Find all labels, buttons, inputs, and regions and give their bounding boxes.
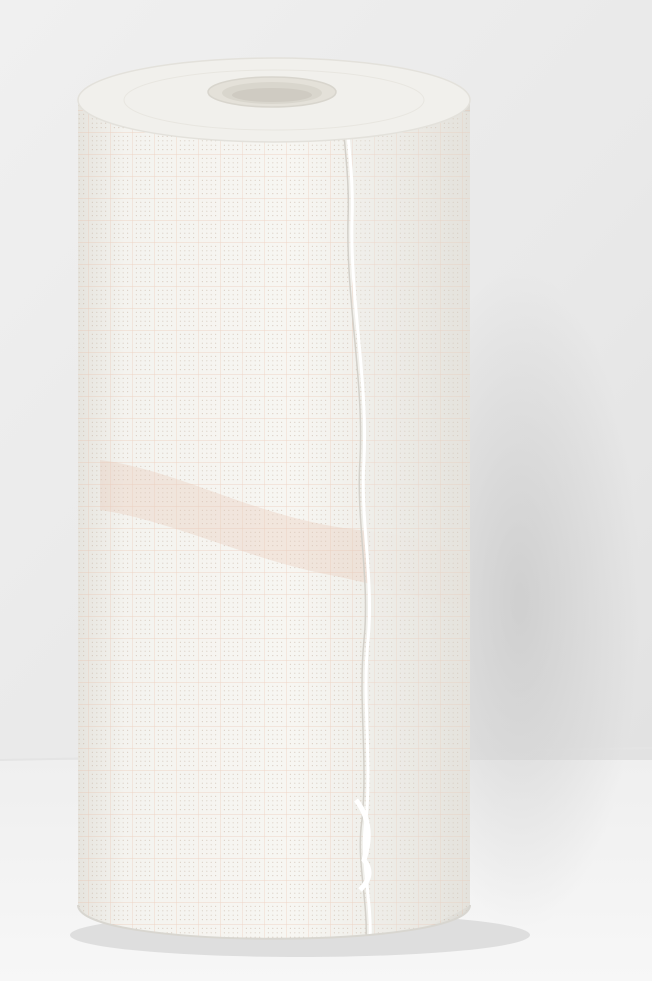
roll-core-inner [232,88,312,102]
paper-roll [78,58,470,950]
